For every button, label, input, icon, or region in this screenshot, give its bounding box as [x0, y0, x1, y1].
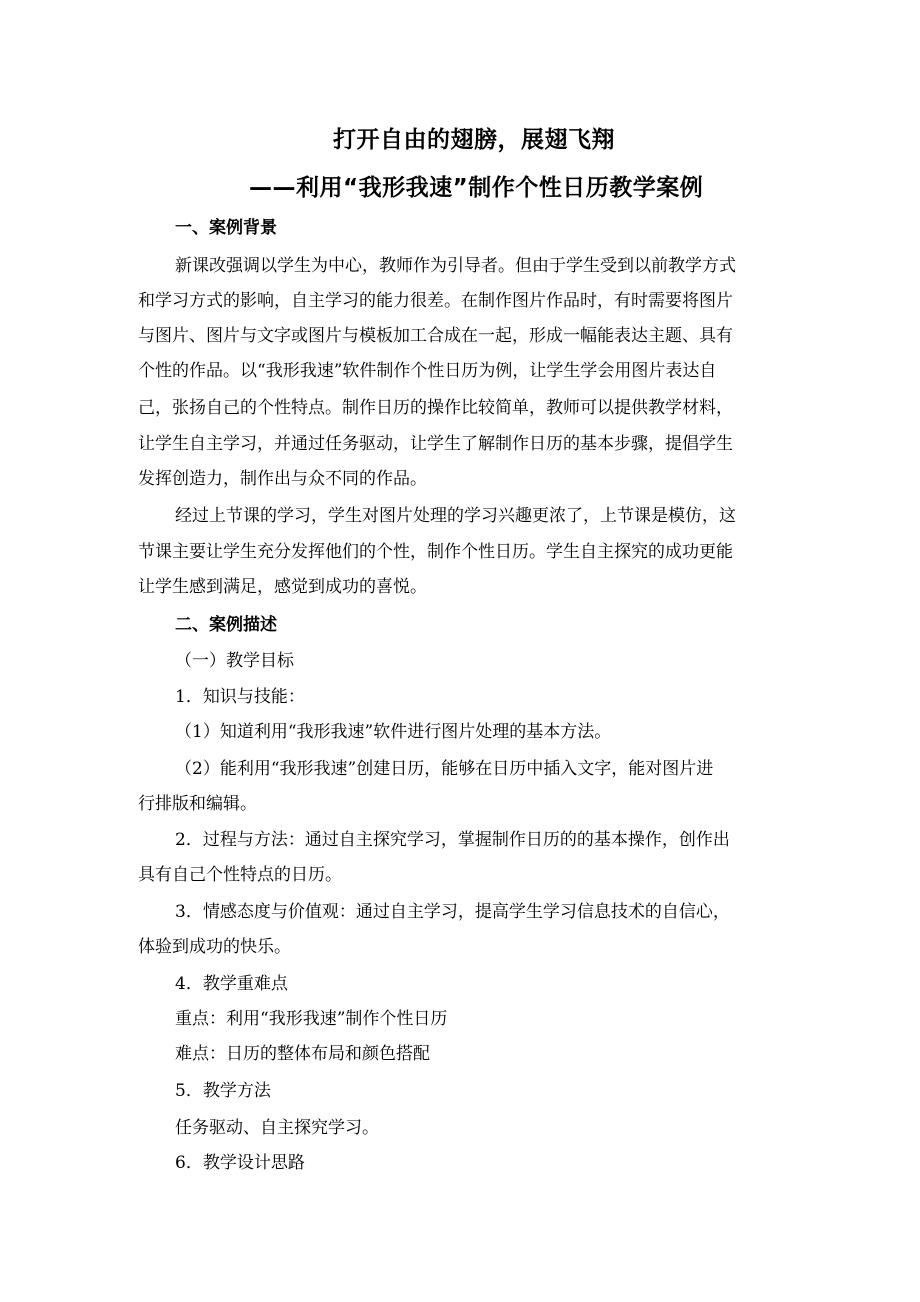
section-heading-description: 二、案例描述 [175, 615, 277, 635]
list-item: （2）能利用“我形我速”创建日历，能够在日历中插入文字，能对图片进 [175, 759, 714, 779]
list-item: 5．教学方法 [175, 1081, 271, 1101]
list-item: 3．情感态度与价值观：通过自主学习，提高学生学习信息技术的自信心， [175, 902, 730, 922]
paragraph-line: 个性的作品。以“我形我速”软件制作个性日历为例，让学生学会用图片表达自 [138, 361, 717, 381]
paragraph-line: 让学生自主学习，并通过任务驱动，让学生了解制作日历的基本步骤，提倡学生 [138, 434, 733, 454]
list-item: 具有自己个性特点的日历。 [138, 865, 342, 885]
paragraph-line: 新课改强调以学生为中心，教师作为引导者。但由于学生受到以前教学方式 [175, 256, 736, 276]
list-item: 体验到成功的快乐。 [138, 937, 291, 957]
paragraph-line: 与图片、图片与文字或图片与模板加工合成在一起，形成一幅能表达主题、具有 [138, 326, 733, 346]
list-item: 6．教学设计思路 [175, 1153, 305, 1173]
paragraph-line: 节课主要让学生充分发挥他们的个性，制作个性日历。学生自主探究的成功更能 [138, 542, 733, 562]
list-item: 难点：日历的整体布局和颜色搭配 [175, 1044, 430, 1064]
paragraph-line: 和学习方式的影响，自主学习的能力很差。在制作图片作品时，有时需要将图片 [138, 291, 733, 311]
doc-subtitle: ——利用“我形我速”制作个性日历教学案例 [249, 175, 704, 201]
list-item: 2．过程与方法：通过自主探究学习，掌握制作日历的的基本操作，创作出 [175, 830, 730, 850]
section-heading-background: 一、案例背景 [175, 218, 277, 238]
paragraph-line: 己，张扬自己的个性特点。制作日历的操作比较简单，教师可以提供教学材料， [138, 398, 733, 418]
paragraph-line: 让学生感到满足，感觉到成功的喜悦。 [138, 577, 427, 597]
list-item: 4．教学重难点 [175, 974, 288, 994]
list-item: 1．知识与技能： [175, 687, 305, 707]
doc-title: 打开自由的翅膀，展翅飞翔 [333, 127, 615, 153]
list-item: 任务驱动、自主探究学习。 [175, 1118, 379, 1138]
list-item: （1）知道利用“我形我速”软件进行图片处理的基本方法。 [175, 722, 612, 742]
subheading-teaching-goals: （一）教学目标 [175, 651, 294, 671]
paragraph-line: 发挥创造力，制作出与众不同的作品。 [138, 469, 427, 489]
list-item: 重点：利用“我形我速”制作个性日历 [175, 1009, 448, 1029]
list-item: 行排版和编辑。 [138, 794, 257, 814]
paragraph-line: 经过上节课的学习，学生对图片处理的学习兴趣更浓了，上节课是模仿，这 [175, 506, 736, 526]
